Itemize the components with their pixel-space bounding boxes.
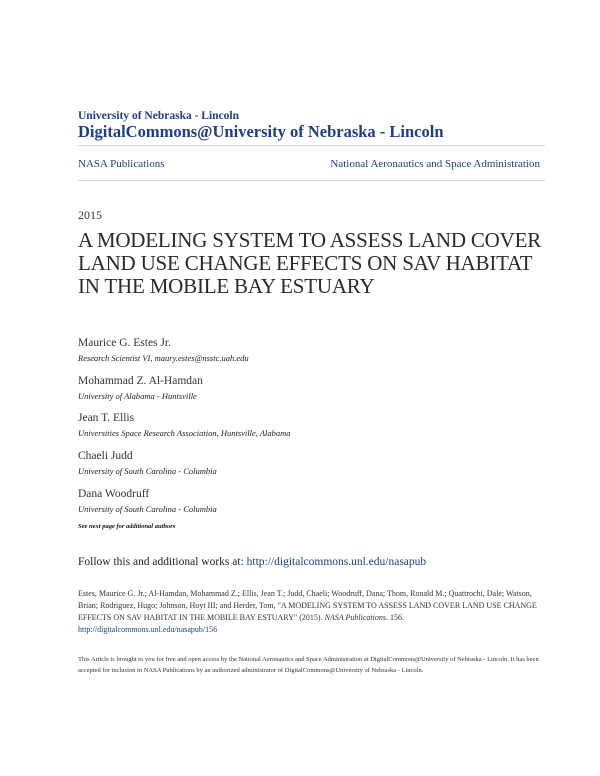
citation [78,588,546,636]
author-affiliation: Research Scientist VI, maury.estes@nsstc.uah.edu [78,353,249,363]
nav-link-nasa-publications[interactable]: NASA Publications [78,158,165,170]
author-affiliation: University of Alabama - Huntsville [78,391,197,401]
author-4 [78,449,538,477]
article-title: A MODELING SYSTEM TO ASSESS LAND COVER LAND USE CHANGE EFFECTS ON SAV HABITAT IN THE MOBILE BAY ESTUARY [78,228,542,298]
follow-text: Follow this and additional works at: [78,556,247,568]
author-name: Jean T. Ellis [78,412,135,424]
author-name: Maurice G. Estes Jr. [78,337,171,349]
author-3 [78,411,538,439]
see-next-page-link[interactable]: See next page for additional authors [78,523,176,530]
repository-name[interactable]: DigitalCommons@University of Nebraska - Lincoln [78,122,444,141]
author-affiliation: University of South Carolina - Columbia [78,466,217,476]
author-name: Chaeli Judd [78,450,133,462]
follow-link[interactable]: http://digitalcommons.unl.edu/nasapub [246,556,427,568]
top-divider [78,145,545,146]
nav-link-nasa[interactable]: National Aeronautics and Space Administration [330,158,540,170]
access-notice: This Article is brought to you for free and open access by the National Aeronautics and Space Administration at DigitalCommons@University of Nebraska - Lincoln. It has been accepted for inclusion in NASA Publications by an authorized administrator of DigitalCommons@University of Nebraska - Lincoln. [78,656,539,674]
author-2 [78,374,538,402]
citation-text: Estes, Maurice G. Jr.; Al-Hamdan, Mohammad Z.; Ellis, Jean T.; Judd, Chaeli; Woodruff, Dana; Thom, Ronald M.; Quattrochi, Dale; Watson, Brian; Rodriguez, Hugo; Johnson, Hoyt III; and Herder, Tom, "A MODELING SYSTEM TO ASSESS LAND COVER LAND USE CHANGE EFFECTS ON SAV HABITAT IN THE MOBILE BAY ESTUARY" (2015). [78,589,537,622]
author-affiliation: University of South Carolina - Columbia [78,504,217,514]
author-1 [78,336,538,364]
author-5 [78,487,538,515]
author-affiliation: Universities Space Research Association, Huntsville, Alabama [78,428,291,438]
publication-year: 2015 [78,208,102,222]
university-name[interactable]: University of Nebraska - Lincoln [78,110,239,122]
author-name: Dana Woodruff [78,488,150,500]
author-name: Mohammad Z. Al-Hamdan [78,375,203,387]
follow-line [78,556,426,568]
citation-journal: NASA Publications [324,613,386,622]
bottom-divider [78,180,545,181]
citation-link[interactable]: http://digitalcommons.unl.edu/nasapub/156 [78,625,218,634]
citation-suffix: . 156. [385,613,404,622]
